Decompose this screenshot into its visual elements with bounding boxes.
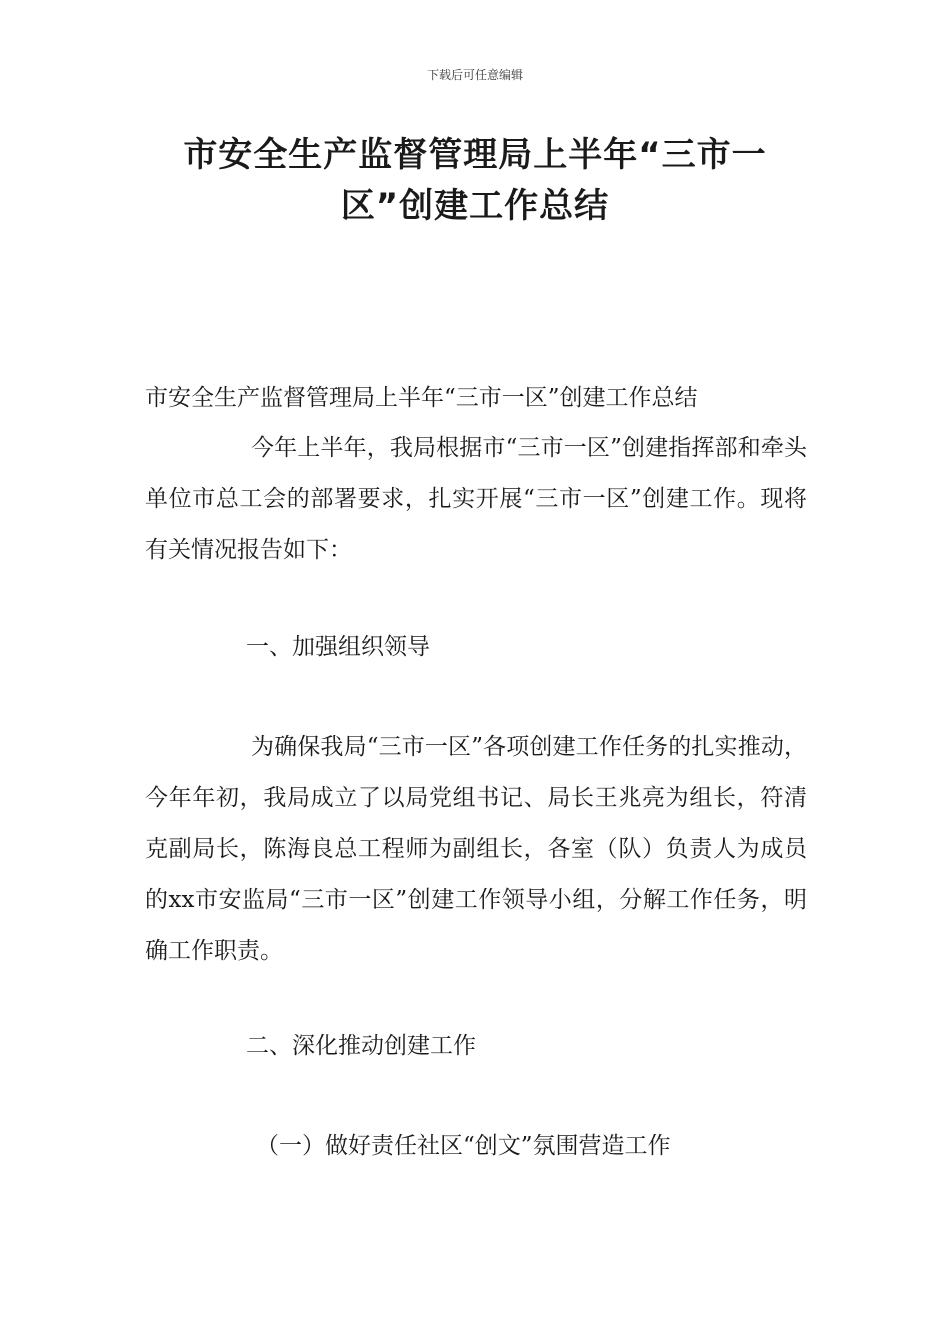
section-1-heading: 一、加强组织领导 [246,634,430,660]
section-2-subheading-1: （一）做好责任社区“创文”氛围营造工作 [256,1133,671,1159]
section-1-paragraph: 为确保我局“三市一区”各项创建工作任务的扎实推动，今年年初，我局成立了以局党组书记、局长王兆亮为组长，符清克副局长，陈海良总工程师为副组长，各室（队）负责人为成员的xx市安监局“三市一区”创建工作领导小组，分解工作任务，明确工作职责。 [145,734,807,964]
document-subtitle: 市安全生产监督管理局上半年“三市一区”创建工作总结 [145,385,698,411]
document-title [150,130,800,232]
section-2-heading: 二、深化推动创建工作 [246,1033,476,1059]
intro-paragraph: 今年上半年，我局根据市“三市一区”创建指挥部和牵头单位市总工会的部署要求，扎实开展“三市一区”创建工作。现将有关情况报告如下： [145,435,807,563]
title-line-1: 市安全生产监督管理局上半年“三市一 [183,135,767,175]
header-note: 下载后可任意编辑 [426,68,523,82]
title-line-2: 区”创建工作总结 [340,186,610,226]
